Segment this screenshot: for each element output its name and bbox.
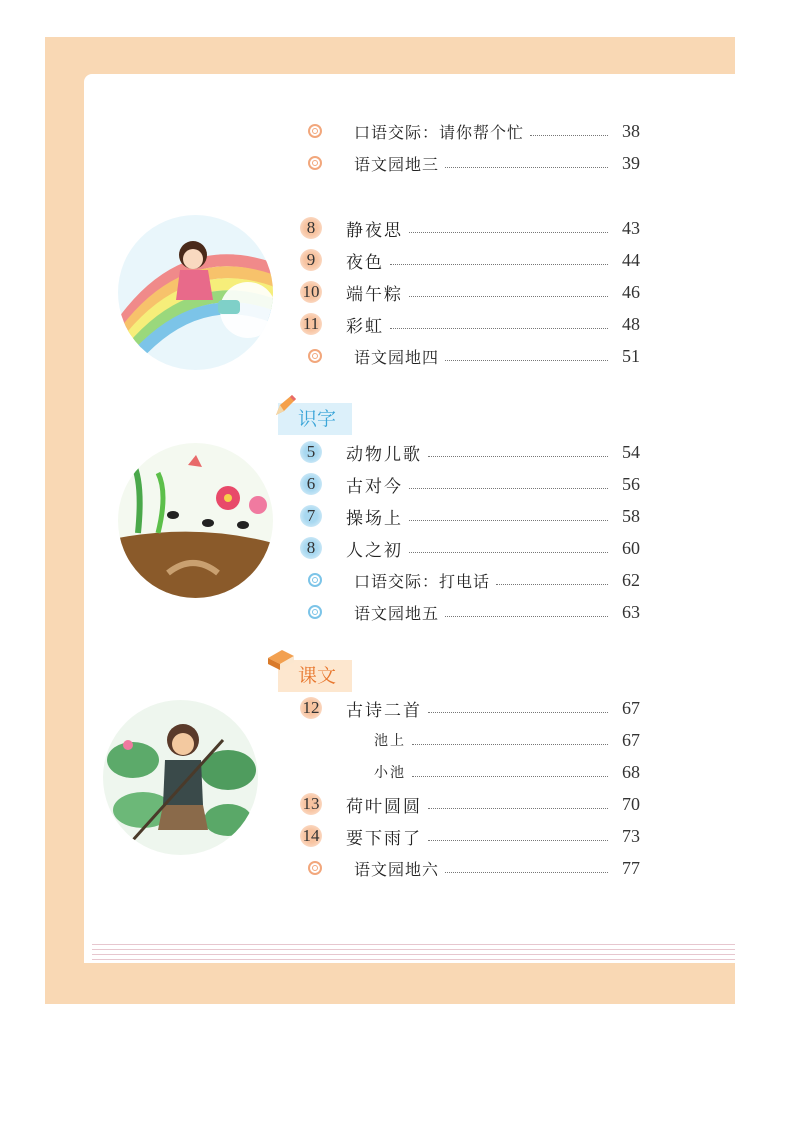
entry-page: 38 xyxy=(622,120,640,141)
toc-entry[interactable] xyxy=(300,566,640,594)
toc-entry[interactable] xyxy=(300,149,640,177)
entry-title: 动物儿歌 xyxy=(346,444,422,465)
toc-entry[interactable] xyxy=(300,310,640,338)
lesson-number: 5 xyxy=(300,441,322,463)
entry-title: 语文园地六 xyxy=(354,859,440,879)
bullet-ring-icon xyxy=(300,856,330,880)
toc-entry[interactable] xyxy=(300,726,640,754)
bullet-ring-icon xyxy=(300,119,330,143)
bullet-ring-icon xyxy=(300,568,330,592)
page-edge-line xyxy=(92,944,735,945)
entry-title: 要下雨了 xyxy=(346,828,422,849)
leader-dots xyxy=(428,840,608,841)
toc-entry[interactable] xyxy=(300,117,640,145)
rainbow-girl-illustration xyxy=(118,215,273,370)
entry-title: 古对今 xyxy=(346,476,403,497)
toc-entry[interactable] xyxy=(300,214,640,242)
entry-title: 口语交际：请你帮个忙 xyxy=(354,122,525,142)
page-edge-line xyxy=(92,949,735,950)
book-icon xyxy=(266,648,296,672)
pencil-icon xyxy=(272,393,298,419)
toc-entry[interactable] xyxy=(300,790,640,818)
leader-dots xyxy=(412,744,608,745)
entry-title: 人之初 xyxy=(346,540,403,561)
lesson-number: 6 xyxy=(300,473,322,495)
toc-entry[interactable] xyxy=(300,246,640,274)
empty-marker xyxy=(300,760,330,784)
lesson-number: 8 xyxy=(300,217,322,239)
toc-entry[interactable] xyxy=(300,342,640,370)
lesson-number: 8 xyxy=(300,537,322,559)
entry-title: 语文园地三 xyxy=(354,154,440,174)
entry-page: 48 xyxy=(622,313,640,334)
empty-marker xyxy=(300,728,330,752)
toc-entry[interactable] xyxy=(300,534,640,562)
entry-page: 60 xyxy=(622,537,640,558)
lesson-number: 12 xyxy=(300,697,322,719)
toc-entry[interactable] xyxy=(300,438,640,466)
entry-title: 语文园地四 xyxy=(354,347,440,367)
toc-entry[interactable] xyxy=(300,278,640,306)
bullet-ring-icon xyxy=(300,600,330,624)
toc-entry[interactable] xyxy=(300,758,640,786)
leader-dots xyxy=(409,488,608,489)
entry-subtitle: 池上 xyxy=(374,733,406,749)
toc-entry[interactable] xyxy=(300,694,640,722)
leader-dots xyxy=(445,872,608,873)
page-edge-line xyxy=(92,959,735,960)
entry-title: 彩虹 xyxy=(346,316,384,337)
boy-pond-illustration xyxy=(103,700,258,855)
leader-dots xyxy=(428,456,608,457)
toc-entry[interactable] xyxy=(300,854,640,882)
section-label: 课文 xyxy=(278,660,352,692)
entry-title: 古诗二首 xyxy=(346,700,422,721)
leader-dots xyxy=(412,776,608,777)
entry-title: 夜色 xyxy=(346,252,384,273)
leader-dots xyxy=(530,135,608,136)
toc-entry[interactable] xyxy=(300,598,640,626)
entry-page: 62 xyxy=(622,569,640,590)
entry-page: 39 xyxy=(622,152,640,173)
section-header-shizi xyxy=(278,403,352,435)
leader-dots xyxy=(445,167,608,168)
entry-title: 荷叶圆圆 xyxy=(346,796,422,817)
leader-dots xyxy=(390,328,608,329)
entry-title: 语文园地五 xyxy=(354,603,440,623)
entry-page: 44 xyxy=(622,249,640,270)
entry-page: 43 xyxy=(622,217,640,238)
leader-dots xyxy=(409,520,608,521)
toc-entry[interactable] xyxy=(300,470,640,498)
bullet-ring-icon xyxy=(300,151,330,175)
entry-page: 67 xyxy=(622,697,640,718)
leader-dots xyxy=(496,584,608,585)
lesson-number: 14 xyxy=(300,825,322,847)
toc-entry[interactable] xyxy=(300,502,640,530)
leader-dots xyxy=(409,552,608,553)
toc-entry[interactable] xyxy=(300,822,640,850)
bullet-ring-icon xyxy=(300,344,330,368)
entry-title: 口语交际：打电话 xyxy=(354,571,491,591)
page-edge-line xyxy=(92,954,735,955)
entry-title: 静夜思 xyxy=(346,220,403,241)
entry-page: 68 xyxy=(622,761,640,782)
leader-dots xyxy=(445,360,608,361)
entry-page: 67 xyxy=(622,729,640,750)
leader-dots xyxy=(445,616,608,617)
entry-title: 操场上 xyxy=(346,508,403,529)
entry-page: 58 xyxy=(622,505,640,526)
lesson-number: 11 xyxy=(300,313,322,335)
leader-dots xyxy=(428,808,608,809)
entry-page: 70 xyxy=(622,793,640,814)
leader-dots xyxy=(428,712,608,713)
entry-title: 端午粽 xyxy=(346,284,403,305)
lesson-number: 10 xyxy=(300,281,322,303)
ants-flowers-illustration xyxy=(118,443,273,598)
entry-page: 56 xyxy=(622,473,640,494)
entry-subtitle: 小池 xyxy=(374,765,406,781)
entry-page: 73 xyxy=(622,825,640,846)
lesson-number: 13 xyxy=(300,793,322,815)
section-label: 识字 xyxy=(278,403,352,435)
entry-page: 63 xyxy=(622,601,640,622)
lesson-number: 9 xyxy=(300,249,322,271)
entry-page: 54 xyxy=(622,441,640,462)
leader-dots xyxy=(409,296,608,297)
entry-page: 46 xyxy=(622,281,640,302)
leader-dots xyxy=(409,232,608,233)
lesson-number: 7 xyxy=(300,505,322,527)
section-header-kewen xyxy=(278,660,352,692)
entry-page: 77 xyxy=(622,857,640,878)
leader-dots xyxy=(390,264,608,265)
entry-page: 51 xyxy=(622,345,640,366)
